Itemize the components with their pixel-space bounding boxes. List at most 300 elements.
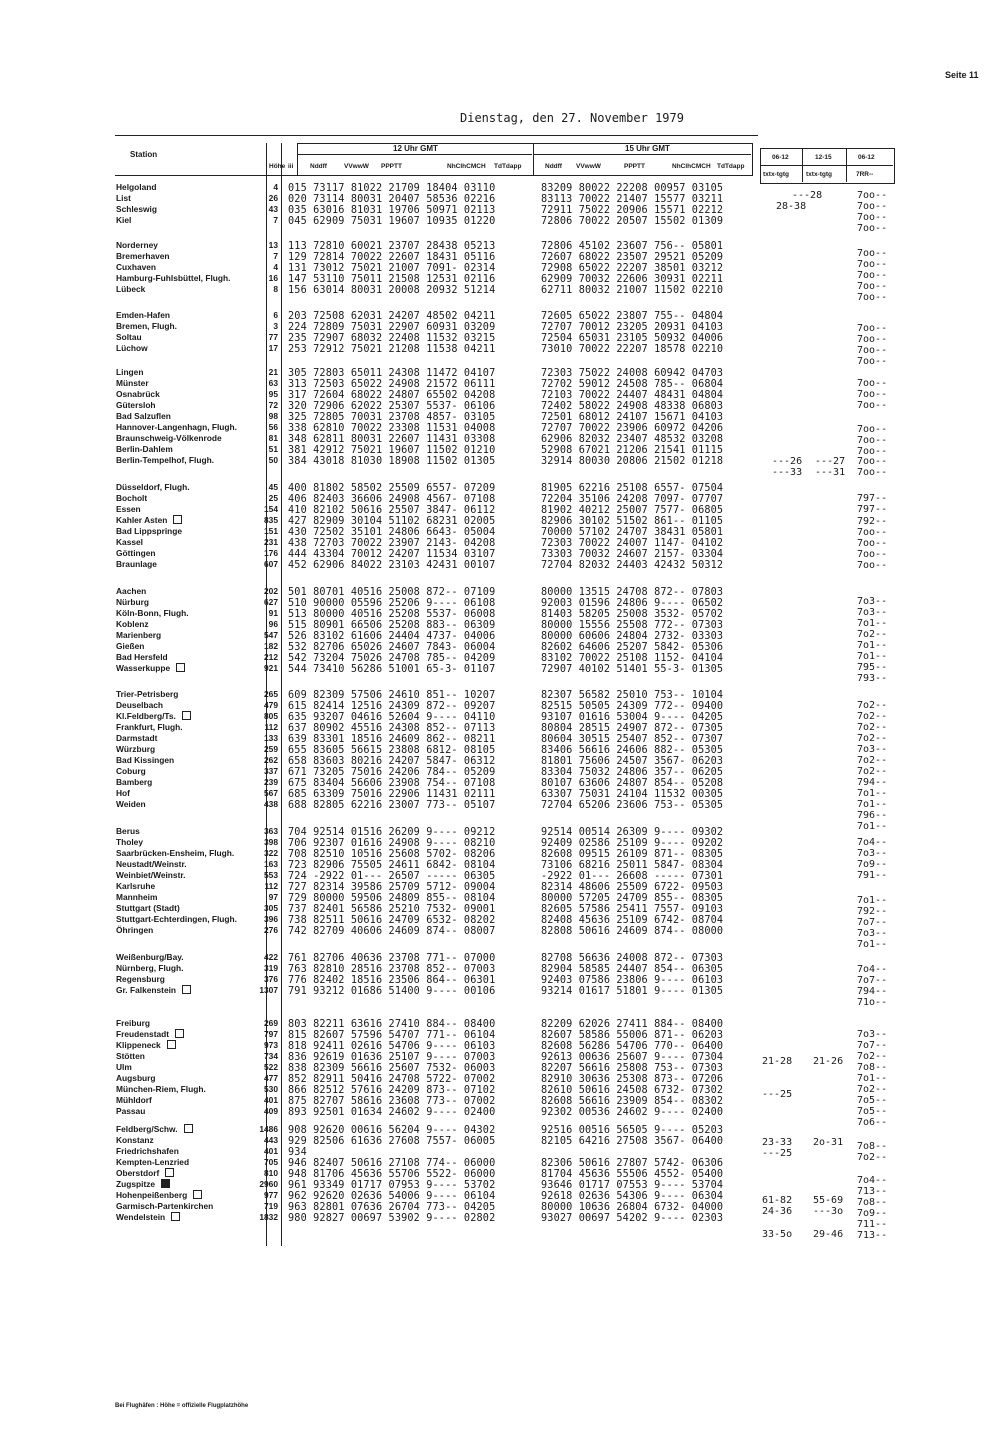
extreme-value: 7oo--	[857, 190, 888, 201]
extreme-value: 7oo--	[857, 281, 888, 292]
extreme-value: 21-26	[813, 1056, 844, 1067]
obs-12utc: 639 83301 18516 24609 862-- 08211	[288, 734, 496, 745]
station-height: 13	[268, 240, 278, 250]
station-label: Trier-Petrisberg	[116, 689, 179, 699]
t12-pppp-header: PPPTT	[381, 163, 402, 170]
obs-12utc: 325 72805 70031 23708 4857- 03105	[288, 412, 496, 423]
station-height: 133	[264, 733, 278, 743]
station-label: Wendelstein	[116, 1212, 166, 1222]
station-label: Passau	[116, 1106, 146, 1116]
station-label: Kiel	[116, 215, 132, 225]
station-height: 269	[264, 1018, 278, 1028]
obs-15utc: 82605 57586 25411 7557- 09103	[541, 904, 724, 915]
station-height: 921	[264, 663, 278, 673]
station-name	[116, 952, 266, 963]
station-name	[116, 777, 266, 788]
extreme-value: 7oo--	[857, 334, 888, 345]
station-label: Köln-Bonn, Flugh.	[116, 608, 189, 618]
station-name	[116, 433, 266, 444]
station-label: Weiden	[116, 799, 146, 809]
station-label: Nürnberg, Flugh.	[116, 963, 184, 973]
station-height: 202	[264, 586, 278, 596]
obs-12utc: 438 72703 70022 23907 2143- 04208	[288, 538, 496, 549]
obs-15utc: 62909 70032 22606 30931 02211	[541, 274, 724, 285]
document-date: Dienstag, den 27. November 1979	[460, 111, 684, 125]
station-name	[116, 619, 266, 630]
station-label: Zugspitze	[116, 1179, 156, 1189]
extreme-value: 7oo--	[857, 538, 888, 549]
station-name	[116, 182, 266, 193]
extreme-value: 7oo--	[857, 248, 888, 259]
obs-15utc: 72303 70022 24007 1147- 04102	[541, 538, 724, 549]
obs-12utc: 729 80000 59506 24809 855-- 08104	[288, 893, 496, 904]
obs-15utc: 72911 75022 20906 15571 02212	[541, 205, 724, 216]
header-top-rule	[115, 135, 758, 136]
station-name	[116, 608, 266, 619]
station-name	[116, 1135, 266, 1146]
t12-tdtd-header: TdTdapp	[494, 163, 522, 170]
station-height: 91	[268, 608, 278, 618]
station-label: Freiburg	[116, 1018, 150, 1028]
extreme-value: 7o5--	[857, 1106, 888, 1117]
mountain-station-square-icon	[184, 1124, 193, 1133]
station-header: Station	[130, 150, 158, 159]
obs-15utc: 80000 10636 26804 6732- 04000	[541, 1202, 724, 1213]
station-height: 16	[268, 273, 278, 283]
extreme-value: 7oo--	[857, 446, 888, 457]
station-name	[116, 892, 266, 903]
obs-15utc: 82607 58586 55006 871-- 06203	[541, 1030, 724, 1041]
station-height: 322	[264, 848, 278, 858]
station-label: Münster	[116, 378, 149, 388]
obs-15utc: 82515 50505 24309 772-- 09400	[541, 701, 724, 712]
obs-15utc: 72607 68022 23507 29521 05209	[541, 252, 724, 263]
extreme-value: 7o6--	[857, 1117, 888, 1128]
station-height: 265	[264, 689, 278, 699]
obs-15utc: 81801 75606 24507 3567- 06203	[541, 756, 724, 767]
station-label: Karlsruhe	[116, 881, 156, 891]
obs-15utc: -2922 01--- 26608 ----- 07301	[541, 871, 724, 882]
station-label: Neustadt/Weinstr.	[116, 859, 187, 869]
obs-15utc: 73106 68216 25011 5847- 08304	[541, 860, 724, 871]
obs-12utc: 320 72906 62022 25307 5537- 06106	[288, 401, 496, 412]
station-height: 719	[264, 1201, 278, 1211]
obs-12utc: 452 62906 84022 23103 42431 00107	[288, 560, 496, 571]
station-label: Oberstdorf	[116, 1168, 160, 1178]
period-0612-header: 06-12	[772, 154, 789, 161]
obs-15utc: 63307 75031 24104 11532 00305	[541, 789, 724, 800]
obs-12utc: 838 82309 56616 25607 7532- 06003	[288, 1063, 496, 1074]
station-label: Kahler Asten	[116, 515, 168, 525]
station-height: 805	[264, 711, 278, 721]
extreme-value: 7o1--	[857, 799, 888, 810]
extreme-value: 2o-31	[813, 1137, 844, 1148]
station-height: 1832	[259, 1212, 278, 1222]
obs-12utc: 020 73114 80031 20407 58536 02216	[288, 194, 496, 205]
station-height: 151	[264, 526, 278, 536]
station-height: 239	[264, 777, 278, 787]
extreme-value: 7oo--	[857, 259, 888, 270]
obs-12utc: 791 93212 01686 51400 9---- 00106	[288, 986, 496, 997]
obs-15utc: 72704 82032 24403 42432 50312	[541, 560, 724, 571]
extreme-value: 7o8--	[857, 1141, 888, 1152]
station-name	[116, 1073, 266, 1084]
station-label: Bad Kissingen	[116, 755, 175, 765]
obs-15utc: 83113 70022 21407 15577 03211	[541, 194, 724, 205]
obs-12utc: 738 82511 50616 24709 6532- 08202	[288, 915, 496, 926]
station-height: 81	[268, 433, 278, 443]
obs-15utc: 73010 70022 22207 18578 02210	[541, 344, 724, 355]
obs-15utc: 82608 09515 26109 871-- 08305	[541, 849, 724, 860]
obs-15utc: 80107 63606 24807 854-- 05208	[541, 778, 724, 789]
station-label: Bad Hersfeld	[116, 652, 168, 662]
obs-12utc: 685 63309 75016 22906 11431 02111	[288, 789, 496, 800]
mountain-station-square-icon	[182, 985, 191, 994]
obs-12utc: 961 93349 01717 07953 9---- 53702	[288, 1180, 496, 1191]
obs-15utc: 72907 40102 51401 55-3- 01305	[541, 664, 724, 675]
station-name	[116, 586, 266, 597]
station-height: 479	[264, 700, 278, 710]
obs-12utc: 635 93207 04616 52604 9---- 04110	[288, 712, 496, 723]
extreme-value: 7o5--	[857, 1095, 888, 1106]
station-label: Tholey	[116, 837, 143, 847]
obs-15utc: 82207 56616 25808 753-- 07303	[541, 1063, 724, 1074]
obs-12utc: 737 82401 56586 25210 7532- 09001	[288, 904, 496, 915]
obs-15utc: 83102 70022 25108 1152- 04104	[541, 653, 724, 664]
station-name	[116, 389, 266, 400]
obs-12utc: 980 92827 00697 53902 9---- 02802	[288, 1213, 496, 1224]
extreme-value: 7oo--	[857, 345, 888, 356]
obs-12utc: 763 82810 28516 23708 852-- 07003	[288, 964, 496, 975]
station-height: 363	[264, 826, 278, 836]
station-label: Freudenstadt	[116, 1029, 170, 1039]
extreme-value: 7o3--	[857, 928, 888, 939]
station-label: Hof	[116, 788, 130, 798]
extreme-value: ---25	[762, 1089, 793, 1100]
station-name	[116, 1084, 266, 1095]
station-name	[116, 766, 266, 777]
station-label: Stuttgart (Stadt)	[116, 903, 180, 913]
t12-header: 12 Uhr GMT	[393, 144, 438, 153]
extreme-value: 7o1--	[857, 651, 888, 662]
station-name	[116, 1179, 266, 1190]
extreme-divider-1	[802, 148, 803, 182]
station-height: 396	[264, 914, 278, 924]
obs-15utc: 72501 68012 24107 15671 04103	[541, 412, 724, 423]
obs-15utc: 82602 64606 25207 5842- 05306	[541, 642, 724, 653]
extreme-value: 791--	[857, 870, 888, 881]
obs-15utc: 82904 58585 24407 854-- 06305	[541, 964, 724, 975]
station-name	[116, 914, 266, 925]
station-height: 409	[264, 1106, 278, 1116]
station-label: Feldberg/Schw.	[116, 1124, 178, 1134]
mountain-station-square-icon	[165, 1168, 174, 1177]
extreme-value: 7oo--	[857, 435, 888, 446]
extreme-value: 71o--	[857, 997, 888, 1008]
station-height: 262	[264, 755, 278, 765]
obs-15utc: 72704 65206 23606 753-- 05305	[541, 800, 724, 811]
obs-12utc: 962 92620 02636 54006 9---- 06104	[288, 1191, 496, 1202]
station-height: 96	[268, 619, 278, 629]
station-height: 7	[273, 251, 278, 261]
obs-15utc: 72402 58022 24908 48338 06803	[541, 401, 724, 412]
extreme-value: 7oo--	[857, 201, 888, 212]
station-name	[116, 411, 266, 422]
extreme-value: 7oo--	[857, 270, 888, 281]
mountain-station-square-icon	[173, 515, 182, 524]
obs-15utc: 82708 56636 24008 872-- 07303	[541, 953, 724, 964]
station-name	[116, 548, 266, 559]
obs-12utc: 147 53110 75011 21508 12531 02116	[288, 274, 496, 285]
station-name	[116, 422, 266, 433]
extreme-value: 7o2--	[857, 629, 888, 640]
station-height: 627	[264, 597, 278, 607]
station-height: 176	[264, 548, 278, 558]
station-name	[116, 837, 266, 848]
obs-12utc: 637 80902 45516 24308 852-- 07113	[288, 723, 496, 734]
hoehe-header: Höhe	[269, 163, 286, 170]
station-height: 376	[264, 974, 278, 984]
station-name	[116, 504, 266, 515]
obs-15utc: 80604 30515 25407 852-- 07307	[541, 734, 724, 745]
extreme-value: 7o2--	[857, 711, 888, 722]
obs-15utc: 62711 80032 21007 11502 02210	[541, 285, 724, 296]
station-name	[116, 744, 266, 755]
obs-15utc: 83406 56616 24606 882-- 05305	[541, 745, 724, 756]
station-name	[116, 597, 266, 608]
obs-12utc: 526 83102 61606 24404 4737- 04006	[288, 631, 496, 642]
station-label: München-Riem, Flugh.	[116, 1084, 206, 1094]
obs-15utc: 72908 65022 22207 38501 03212	[541, 263, 724, 274]
station-name	[116, 1146, 266, 1157]
sub-header-1: txtx-tgtg	[763, 171, 789, 178]
extreme-value: 794--	[857, 986, 888, 997]
extreme-value: 28-38	[776, 201, 807, 212]
station-label: List	[116, 193, 131, 203]
extreme-value: 792--	[857, 516, 888, 527]
station-height: 553	[264, 870, 278, 880]
extreme-value: 7o3--	[857, 596, 888, 607]
mountain-station-square-icon	[182, 711, 191, 720]
station-name	[116, 1095, 266, 1106]
station-name	[116, 273, 266, 284]
t12-nddff-header: Nddff	[310, 163, 327, 170]
obs-12utc: 348 62811 80031 22607 11431 03308	[288, 434, 496, 445]
station-name	[116, 1201, 266, 1212]
station-name	[116, 1212, 266, 1223]
station-height: 26	[268, 193, 278, 203]
obs-12utc: 129 72814 70022 22607 18431 05116	[288, 252, 496, 263]
obs-15utc: 73303 70032 24607 2157- 03304	[541, 549, 724, 560]
station-label: Kl.Feldberg/Ts.	[116, 711, 176, 721]
station-label: Mannheim	[116, 892, 158, 902]
obs-15utc: 82610 50616 24508 6732- 07302	[541, 1085, 724, 1096]
obs-12utc: 444 43304 70012 24207 11534 03107	[288, 549, 496, 560]
obs-15utc: 83209 80022 22208 00957 03105	[541, 183, 724, 194]
station-label: Stuttgart-Echterdingen, Flugh.	[116, 914, 237, 924]
station-label: Schleswig	[116, 204, 157, 214]
obs-12utc: 430 72502 35101 24806 6643- 05004	[288, 527, 496, 538]
obs-12utc: 338 62810 70022 23308 11531 04008	[288, 423, 496, 434]
obs-15utc: 81905 62216 25108 6557- 07504	[541, 483, 724, 494]
obs-15utc: 92516 00516 56505 9---- 05203	[541, 1125, 724, 1136]
extreme-value: 797--	[857, 504, 888, 515]
mountain-station-square-icon	[176, 663, 185, 672]
extreme-value: 7o8--	[857, 1197, 888, 1208]
obs-12utc: 305 72803 65011 24308 11472 04107	[288, 368, 496, 379]
obs-12utc: 818 92411 02616 54706 9---- 06103	[288, 1041, 496, 1052]
obs-12utc: 317 72604 68022 24807 65502 04208	[288, 390, 496, 401]
obs-15utc: 72504 65031 23105 50932 04006	[541, 333, 724, 344]
extreme-value: 55-69	[813, 1195, 844, 1206]
station-name	[116, 321, 266, 332]
extreme-value: 7oo--	[857, 292, 888, 303]
station-name	[116, 1190, 266, 1201]
extreme-value: 796--	[857, 810, 888, 821]
station-height: 319	[264, 963, 278, 973]
station-height: 401	[264, 1095, 278, 1105]
t12-sub-rule	[297, 154, 532, 155]
extreme-value: 7oo--	[857, 400, 888, 411]
extreme-value: 7o2--	[857, 766, 888, 777]
extreme-value: 792--	[857, 906, 888, 917]
station-label: Koblenz	[116, 619, 149, 629]
obs-12utc: 513 80000 40516 25208 5537- 06008	[288, 609, 496, 620]
extreme-value: ---3o	[813, 1206, 844, 1217]
obs-12utc: 532 82706 65026 24607 7843- 06004	[288, 642, 496, 653]
station-label: Bocholt	[116, 493, 148, 503]
obs-12utc: 815 82607 57596 54707 771-- 06104	[288, 1030, 496, 1041]
station-height: 77	[268, 332, 278, 342]
station-height: 305	[264, 903, 278, 913]
extreme-value: 711--	[857, 1219, 888, 1230]
station-name	[116, 310, 266, 321]
station-label: Norderney	[116, 240, 158, 250]
obs-12utc: 609 82309 57506 24610 851-- 10207	[288, 690, 496, 701]
station-label: Lüchow	[116, 343, 148, 353]
station-name	[116, 1029, 266, 1040]
station-name	[116, 848, 266, 859]
obs-15utc: 80804 28515 24907 872-- 07305	[541, 723, 724, 734]
extreme-value: 7oo--	[857, 527, 888, 538]
station-height: 112	[264, 722, 278, 732]
extreme-value: 7o1--	[857, 821, 888, 832]
station-name	[116, 526, 266, 537]
extreme-value: 7o9--	[857, 1208, 888, 1219]
station-height: 8	[273, 284, 278, 294]
t15-nddff-header: Nddff	[545, 163, 562, 170]
station-height: 231	[264, 537, 278, 547]
station-name	[116, 870, 266, 881]
station-name	[116, 799, 266, 810]
station-label: Stötten	[116, 1051, 145, 1061]
extreme-value: 21-28	[762, 1056, 793, 1067]
extreme-value: 7oo--	[857, 549, 888, 560]
station-height: 477	[264, 1073, 278, 1083]
station-height: 1486	[259, 1124, 278, 1134]
extreme-value: 7o1--	[857, 640, 888, 651]
obs-12utc: 113 72810 60021 23707 28438 05213	[288, 241, 496, 252]
obs-15utc: 82906 30102 51502 861-- 01105	[541, 516, 724, 527]
station-name	[116, 493, 266, 504]
station-name	[116, 240, 266, 251]
extreme-value: 7o4--	[857, 1175, 888, 1186]
station-height: 337	[264, 766, 278, 776]
obs-15utc: 70000 57102 24707 38431 05801	[541, 527, 724, 538]
station-label: Bamberg	[116, 777, 153, 787]
obs-12utc: 313 72503 65022 24908 21572 06111	[288, 379, 496, 390]
station-name	[116, 1051, 266, 1062]
filled-square-icon	[161, 1179, 170, 1188]
obs-15utc: 92514 00514 26309 9---- 09302	[541, 827, 724, 838]
station-label: Bad Salzuflen	[116, 411, 171, 421]
obs-12utc: 224 72809 75031 22907 60931 03209	[288, 322, 496, 333]
extreme-value: 7o1--	[857, 1073, 888, 1084]
station-name	[116, 251, 266, 262]
obs-12utc: 742 82709 40606 24609 874-- 08007	[288, 926, 496, 937]
station-height: 163	[264, 859, 278, 869]
station-height: 810	[264, 1168, 278, 1178]
extreme-value: 7oo--	[857, 456, 888, 467]
station-label: Essen	[116, 504, 141, 514]
extreme-value: ---27	[815, 456, 846, 467]
obs-12utc: 045 62909 75031 19607 10935 01220	[288, 216, 496, 227]
station-label: Soltau	[116, 332, 142, 342]
extreme-value: 7o1--	[857, 895, 888, 906]
obs-15utc: 82306 50616 27807 5742- 06306	[541, 1158, 724, 1169]
station-name	[116, 755, 266, 766]
extreme-value: 7o1--	[857, 939, 888, 950]
station-height: 835	[264, 515, 278, 525]
obs-12utc: 704 92514 01516 26209 9---- 09212	[288, 827, 496, 838]
station-name	[116, 515, 266, 526]
extreme-value: 7o7--	[857, 1040, 888, 1051]
extreme-value: 7oo--	[857, 424, 888, 435]
extreme-value: 7o3--	[857, 1029, 888, 1040]
extreme-value: 7o2--	[857, 1152, 888, 1163]
obs-12utc: 866 82512 57616 24209 873-- 07102	[288, 1085, 496, 1096]
station-name	[116, 343, 266, 354]
obs-15utc: 80000 60606 24804 2732- 03303	[541, 631, 724, 642]
station-name	[116, 1106, 266, 1117]
obs-12utc: 384 43018 81030 18908 11502 01305	[288, 456, 496, 467]
station-height: 51	[268, 444, 278, 454]
extreme-sub-rule	[760, 165, 893, 166]
obs-15utc: 92618 02636 54306 9---- 06304	[541, 1191, 724, 1202]
station-name	[116, 859, 266, 870]
extreme-value: 797--	[857, 493, 888, 504]
station-height: 95	[268, 389, 278, 399]
station-label: Lingen	[116, 367, 144, 377]
extreme-value: 7o2--	[857, 722, 888, 733]
obs-15utc: 92302 00536 24602 9---- 02400	[541, 1107, 724, 1118]
station-label: Kempten-Lenzried	[116, 1157, 190, 1167]
extreme-value: 7o1--	[857, 788, 888, 799]
station-height: 797	[264, 1029, 278, 1039]
t12-nh-header: NhClhCMCH	[447, 163, 486, 170]
station-label: Öhringen	[116, 925, 154, 935]
station-height: 398	[264, 837, 278, 847]
extreme-value: 7o3--	[857, 848, 888, 859]
extreme-value: 7o2--	[857, 1084, 888, 1095]
obs-12utc: 946 82407 50616 27108 774-- 06000	[288, 1158, 496, 1169]
obs-15utc: 80000 13515 24708 872-- 07803	[541, 587, 724, 598]
obs-12utc: 671 73205 75016 24206 784-- 05209	[288, 767, 496, 778]
station-height: 3	[273, 321, 278, 331]
station-height: 182	[264, 641, 278, 651]
station-height: 4	[273, 262, 278, 272]
obs-12utc: 381 42912 75021 19607 11502 01210	[288, 445, 496, 456]
